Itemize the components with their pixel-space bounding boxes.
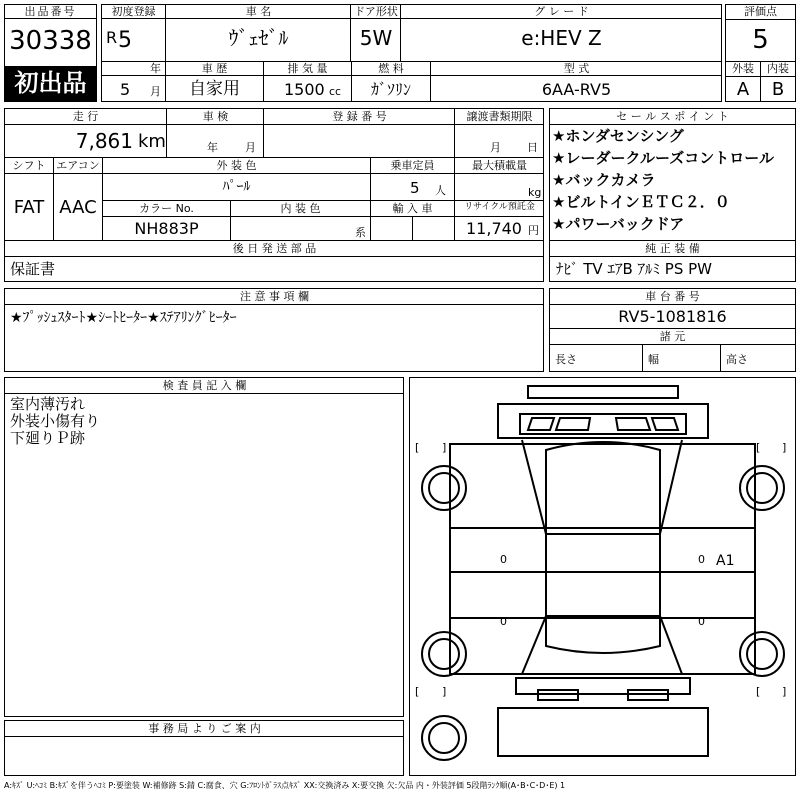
exterior-grade: A — [736, 79, 750, 100]
bracket-left-open: [ — [415, 441, 420, 454]
grade: e:HEV Z — [521, 26, 602, 50]
transfer-month-unit: 月 — [490, 141, 501, 154]
bracket-left-close: ] — [442, 441, 447, 454]
bracket-right-close-rear: ] — [782, 685, 787, 698]
aircon-label: エアコン — [56, 159, 100, 172]
sales-point-item: ★ホンダセンシング — [552, 127, 684, 145]
bracket-right-open: [ — [756, 441, 761, 454]
car-outline-svg — [410, 378, 795, 775]
rear-bumper-top — [516, 678, 690, 694]
car-damage-diagram — [409, 377, 796, 776]
inspection-year-unit: 年 — [207, 141, 218, 154]
rear-section — [450, 615, 755, 674]
office-label: 事 務 局 よ り ご 案 内 — [148, 722, 261, 735]
zero-mark: 0 — [500, 615, 507, 628]
inspection-month-unit: 月 — [245, 141, 256, 154]
recycle-label: リサイクル預託金 — [464, 202, 535, 212]
sales-point-item: ★ビルトインＥＴＣ２．０ — [552, 193, 730, 211]
dims-label: 諸 元 — [659, 330, 686, 343]
length-label: 長さ — [555, 353, 577, 366]
chassis-label: 車 台 番 号 — [645, 290, 700, 303]
shift-label: シフト — [12, 159, 46, 172]
lot-number-label: 出品番号 — [5, 5, 96, 19]
mileage-label: 走 行 — [72, 110, 99, 123]
mileage-unit: km — [138, 131, 166, 152]
door-label: ドア形状 — [354, 5, 398, 18]
inspector-notes — [10, 397, 100, 448]
month-unit: 月 — [150, 85, 161, 98]
notes-value: ★ﾌﾟｯｼｭｽﾀｰﾄ★ｼｰﾄﾋｰﾀｰ★ｽﾃｱﾘﾝｸﾞﾋｰﾀｰ — [10, 310, 237, 326]
later-parts: 保証書 — [10, 260, 56, 278]
recycle: 11,740 — [466, 219, 522, 238]
height-label: 高さ — [726, 353, 748, 366]
first-reg-label: 初度登録 — [111, 5, 156, 18]
int-color-label: 内 装 色 — [280, 202, 321, 215]
inspector-label: 検 査 員 記 入 欄 — [162, 379, 247, 392]
exterior-label: 外装 — [732, 62, 754, 75]
bracket-right-open-rear: [ — [756, 685, 761, 698]
displacement: 1500 — [284, 80, 325, 99]
front-section — [450, 444, 755, 528]
zero-mark: 0 — [500, 553, 507, 566]
import-label: 輸 入 車 — [392, 202, 433, 215]
month: 5 — [120, 80, 131, 99]
ext-color: ﾊﾟｰﾙ — [222, 179, 251, 195]
year-unit: 年 — [150, 62, 161, 75]
car-name: ｳﾞｪｾﾞﾙ — [228, 26, 289, 50]
sales-point-item: ★レーダークルーズコントロール — [552, 149, 774, 167]
front-bumper — [528, 386, 678, 398]
recycle-unit: 円 — [528, 224, 539, 237]
legend: A:ｷｽﾞ U:ﾍｺﾐ B:ｷｽﾞを伴うﾍｺﾐ P:要塗装 W:補修跡 S:錆 C:腐食、穴 G:ﾌﾛﾝﾄｶﾞﾗｽ点ｷｽﾞ XX:交換済み X:要交換 欠:欠品 内・外装評価 5段階ﾗﾝｸ順(A･B･C･D･E) 1 — [4, 781, 566, 790]
model-label: 型 式 — [563, 62, 590, 75]
notes-label: 注 意 事 項 欄 — [240, 290, 309, 303]
rear-bumper — [498, 708, 708, 756]
score: 5 — [752, 25, 769, 55]
mileage-value: 7,861 — [75, 129, 133, 153]
aircon: AAC — [59, 197, 97, 218]
capacity: 5 — [410, 179, 420, 197]
interior-grade: B — [771, 79, 785, 100]
equipment-value: ﾅﾋﾞ TV ｴｱB ｱﾙﾐ PS PW — [556, 260, 712, 278]
score-label: 評価点 — [744, 5, 777, 18]
bracket-left-close-rear: ] — [442, 685, 447, 698]
capacity-label: 乗車定員 — [390, 159, 435, 172]
fuel-label: 燃 料 — [378, 62, 404, 75]
rear-glass — [546, 616, 660, 653]
transfer-label: 譲渡書類期限 — [466, 110, 533, 123]
sales-points-label: セ ー ル ス ポ イ ン ト — [616, 110, 729, 123]
fuel: ｶﾞｿﾘﾝ — [370, 80, 411, 99]
later-parts-label: 後 日 発 送 部 品 — [232, 242, 317, 255]
era: R — [106, 28, 118, 47]
sales-points-list — [552, 129, 794, 239]
bracket-right-close: ] — [782, 441, 787, 454]
shift: FAT — [13, 197, 45, 218]
displacement-label: 排 気 量 — [287, 62, 328, 75]
zero-mark: 0 — [698, 553, 705, 566]
equipment-label: 純 正 装 備 — [645, 242, 700, 255]
first-listing-badge: 初出品 — [5, 66, 96, 101]
color-no: NH883P — [134, 219, 199, 238]
history: 自家用 — [189, 79, 240, 99]
grade-label: グ レ ー ド — [534, 5, 589, 18]
windshield — [546, 442, 660, 534]
damage-mark-a1: A1 — [716, 553, 735, 569]
inspection-label: 車 検 — [202, 110, 229, 123]
year: 5 — [118, 28, 132, 53]
door: 5W — [359, 26, 393, 50]
ext-color-label: 外 装 色 — [216, 159, 257, 172]
sales-point-item: ★バックカメラ — [552, 171, 656, 189]
bracket-left-open-rear: [ — [415, 685, 420, 698]
car-name-label: 車 名 — [245, 5, 272, 18]
max-load-label: 最大積載量 — [472, 159, 527, 172]
lot-number: 30338 — [9, 26, 92, 56]
inspector-line: 下廻りＰ跡 — [10, 429, 86, 447]
hood-area — [498, 404, 708, 438]
inspector-line: 外装小傷有り — [10, 412, 101, 430]
interior-label: 内装 — [767, 62, 789, 75]
width-label: 幅 — [648, 353, 659, 366]
model: 6AA-RV5 — [541, 80, 612, 99]
registration-label: 登 録 番 号 — [332, 110, 387, 123]
history-label: 車 歴 — [201, 62, 228, 75]
displacement-unit: cc — [329, 85, 342, 98]
capacity-unit: 人 — [435, 184, 446, 197]
chassis-value: RV5-1081816 — [618, 307, 727, 326]
sales-point-item: ★パワーバックドア — [552, 215, 685, 233]
color-no-label: カラー No. — [139, 202, 194, 215]
transfer-day-unit: 日 — [527, 141, 538, 154]
int-color-suffix: 系 — [355, 226, 366, 239]
max-load-unit: kg — [528, 186, 542, 199]
zero-mark: 0 — [698, 615, 705, 628]
inspector-line: 室内薄汚れ — [10, 395, 86, 413]
